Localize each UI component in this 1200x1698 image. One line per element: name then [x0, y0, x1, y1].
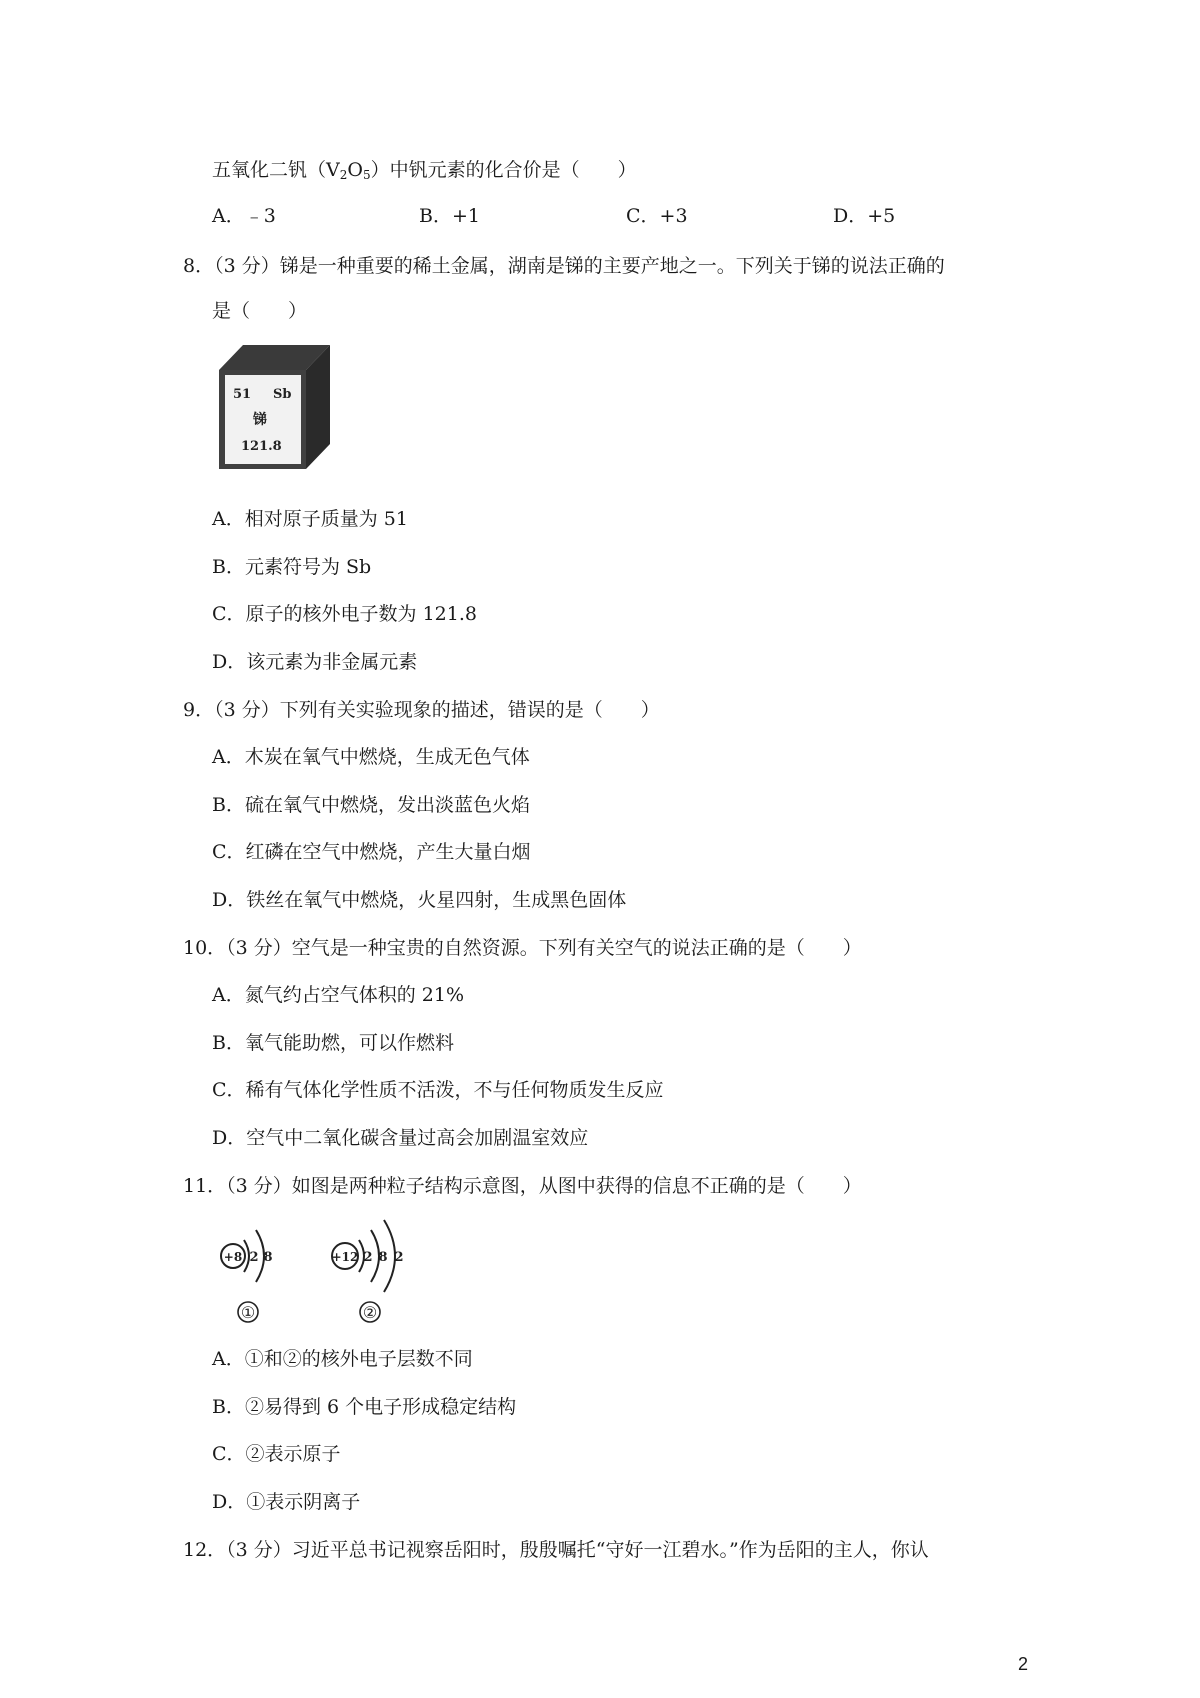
- particle-2-shell-1-electrons: 2: [363, 1250, 373, 1265]
- q9-option-a: A．木炭在氧气中燃烧，生成无色气体: [212, 746, 530, 768]
- particle-2-label: ②: [362, 1303, 378, 1322]
- page-number: 2: [1018, 1654, 1029, 1674]
- q11-option-c: C．②表示原子: [212, 1443, 341, 1465]
- q8-option-c: C．原子的核外电子数为 121.8: [212, 603, 477, 625]
- q10-option-d: D．空气中二氧化碳含量过高会加剧温室效应: [212, 1127, 589, 1149]
- q9-option-d: D．铁丝在氧气中燃烧，火星四射，生成黑色固体: [212, 889, 627, 911]
- q11-option-d: D．①表示阴离子: [212, 1491, 361, 1513]
- q11-option-a: A．①和②的核外电子层数不同: [212, 1348, 473, 1370]
- element-card-figure: [215, 342, 335, 472]
- q7-option-c: C．+3: [626, 205, 688, 227]
- q7-stem: 五氧化二钒$(V_2O_5)$中钒元素的化合价是（ ）: [212, 159, 637, 182]
- particle-1: [221, 1230, 273, 1322]
- q7-option-d: D．+5: [833, 205, 896, 227]
- element-atomic-number: 51: [233, 387, 252, 402]
- particle-1-nucleus-charge: +8: [223, 1250, 243, 1264]
- element-atomic-mass: 121.8: [241, 439, 282, 454]
- q7-options: [212, 202, 912, 230]
- particle-1-shell-2-electrons: 8: [263, 1250, 273, 1265]
- q9-option-c: C．红磷在空气中燃烧，产生大量白烟: [212, 841, 531, 863]
- q9-option-b: B．硫在氧气中燃烧，发出淡蓝色火焰: [212, 794, 530, 816]
- particle-1-shell-1-electrons: 2: [249, 1250, 259, 1265]
- q10-stem: 10．（3 分）空气是一种宝贵的自然资源。下列有关空气的说法正确的是（ ）: [183, 937, 862, 959]
- particle-2-nucleus-charge: +12: [331, 1250, 359, 1264]
- q10-option-c: C．稀有气体化学性质不活泼，不与任何物质发生反应: [212, 1079, 664, 1101]
- q8-stem-cont: 是（ ）: [212, 300, 308, 322]
- particle-2-shell-3-electrons: 2: [394, 1250, 404, 1265]
- particle-2: [332, 1220, 404, 1322]
- q9-stem: 9．（3 分）下列有关实验现象的描述，错误的是（ ）: [183, 699, 660, 721]
- particle-structure-diagram: [210, 1212, 440, 1327]
- element-name: 锑: [253, 412, 267, 428]
- q7-option-b: B．+1: [419, 205, 480, 227]
- q8-option-d: D．该元素为非金属元素: [212, 651, 418, 673]
- q12-stem: 12．（3 分）习近平总书记视察岳阳时，殷殷嘱托“守好一江碧水。”作为岳阳的主人，你认: [183, 1539, 929, 1561]
- q7-option-a: A．﹣3: [212, 205, 276, 227]
- particle-2-shell-2-electrons: 8: [378, 1250, 388, 1265]
- q10-option-a: A．氮气约占空气体积的 21%: [212, 984, 464, 1006]
- q11-option-b: B．②易得到 6 个电子形成稳定结构: [212, 1396, 517, 1418]
- q10-option-b: B．氧气能助燃，可以作燃料: [212, 1032, 454, 1054]
- element-symbol: Sb: [273, 387, 292, 402]
- q8-option-b: B．元素符号为 Sb: [212, 556, 372, 578]
- q8-option-a: A．相对原子质量为 51: [212, 508, 408, 530]
- q8-stem: 8．（3 分）锑是一种重要的稀土金属，湖南是锑的主要产地之一。下列关于锑的说法正确的: [183, 255, 945, 277]
- q11-stem: 11．（3 分）如图是两种粒子结构示意图，从图中获得的信息不正确的是（ ）: [183, 1175, 862, 1197]
- particle-1-label: ①: [240, 1303, 256, 1322]
